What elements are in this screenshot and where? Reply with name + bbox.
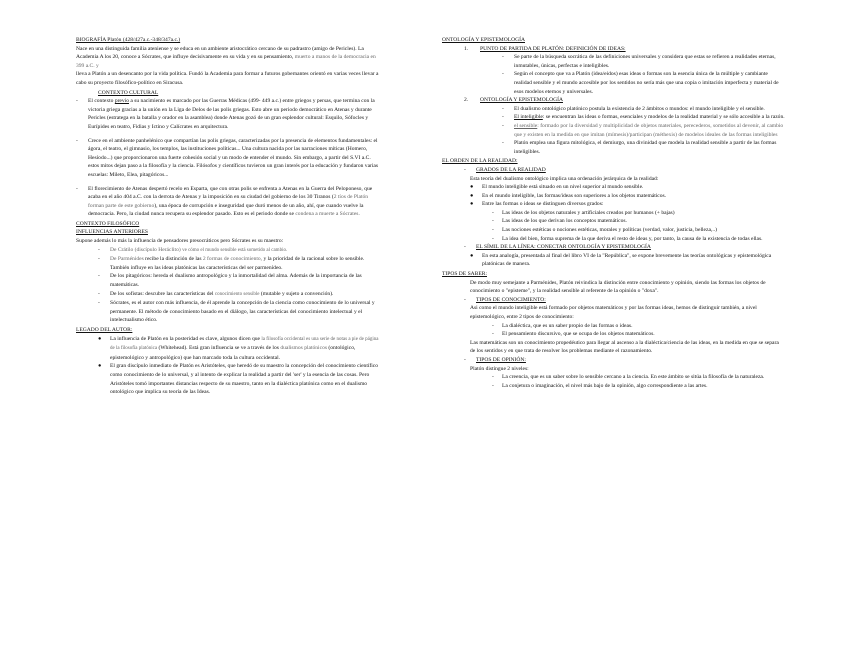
order-title: EL ORDEN DE LA REALIDAD:	[442, 158, 518, 165]
list-item: - Se parte de la búsqueda socrática de las definiciones universales y considera que estas se refieren a realidades eternas, inmutables, únicas, perfectas e inteligibles.	[502, 54, 776, 69]
list-item: ● En esta analogía, presentada al final del libro VI de la "República", se expone brevemente las teorías ontológicas y epistemológica platónicas de manera.	[470, 252, 772, 268]
list-item: - La dialéctica, que es un saber propio de las formas o ideas.	[492, 322, 633, 329]
list-item: ● En el mundo inteligible, las formas/ideas son superiores a los objetos matemáticos.	[470, 192, 667, 199]
list-item: - Las ideas de los que derivan los conceptos matemáticos.	[492, 218, 627, 225]
list-item: - Crece en el ambiente panhelénico que compartían las polis griegas, caracterizadas por la presencia de elementos fundamentales: el ágora, el teatro, el gimnasio, los templos, las instituciones políticas... Una cultura nacida por las narraciones míticas (Homero, Hesíodo...) que proporcionaron una fuerte cohesión social y un modo de entender el mundo. Sin embargo, a partir del S.VI a.C. estos mitos dejan paso a la filosofía y la ciencia. Filósofos y científicos tuvieron un gran interés por la educación y fundaron varias escuelas: Mileto, Elea, pitagóricos...	[76, 137, 379, 178]
section-heading: 2. ONTOLOGÍA Y EPISTEMOLOGÍA	[464, 97, 563, 104]
list-item: - Sócrates, es el autor con más influencia, de él aprende la concepción de la ciencia como conocimiento de lo universal y permanente. El método de conocimiento basado en el diálogo, las características del conocimiento intelectual y el intelectualismo ético.	[98, 300, 375, 324]
list-item: ● El gran discípulo inmediato de Platón es Aristóteles, que heredó de su maestro la concepción del conocimiento científico como conocimiento de lo universal, y al intento de explicar la realidad a partir del 'ser' y la esencia de las cosas. Pero Aristóteles tomó importantes distancias respecto de su maestro, tanto en la dialéctica platónica como en el dualismo ontológico que implica su teoría de las Ideas.	[98, 363, 379, 396]
list-item: - La creencia, que es un saber sobre lo sensible cercano a la ciencia. En este ámbito se sitúa la filosofía de la naturaleza.	[492, 374, 765, 381]
list-item: - De Crátilo (discípulo Heráclito) ve cómo el mundo sensible está sometido al cambio.	[98, 246, 288, 253]
left-column	[76, 36, 381, 397]
opinion-intro: Platón distingue 2 niveles:	[470, 365, 529, 372]
section-heading: 1. PUNTO DE PARTIDA DE PLATÓN: DEFINICIÓN DE IDEAS:	[464, 45, 626, 52]
bio-paragraph-2: lleva a Platón a un desencanto por la vida política. Fundó la Academia para formar a futuros gobernantes orientó en varias veces llevar a cabo su proyecto filosófico-político en Siracusa.	[76, 71, 379, 86]
list-item: - Platón emplea una figura mitológica, el demiurgo, una divinidad que modela la realidad sensible a partir de las formas inteligibles.	[502, 140, 777, 155]
list-item: ● El mundo inteligible está situado en un nivel superior al mundo sensible.	[470, 184, 644, 191]
knowledge-types-title: TIPOS DE SABER:	[442, 271, 487, 278]
influences-intro: Supone además lo más la influencia de pensadores presocráticos pero Sócrates es su maestro:	[76, 238, 284, 245]
grades-intro: Esta teoría del dualismo ontológico implica una ordenación jerárquica de la realidad:	[470, 175, 659, 182]
context-cultural-title: CONTEXTO CULTURAL	[98, 89, 159, 96]
influences-title: INFLUENCIAS ANTERIORES	[76, 229, 148, 236]
ontology-title: ONTOLOGÍA Y EPISTEMOLOGÍA	[442, 37, 525, 43]
list-item: - El florecimiento de Atenas despertó recelo en Esparta, que con otras polis se enfrenta a Atenas en la Guerra del Peloponeso, que acaba en el año 404 a.C. con la derrota de Atenas y la imposición en su ciudad del gobierno de los 30 Tiranos (2 tíos de Platón forman parte de este gobierno), una época de corrupción e inseguridad que duró menos de un año, ahí, que cuando vuelve la democracia. Pero, la ciudad nunca recupera su esplendor pasado. Esto es el periodo donde se condena a muerte a Sócrates.	[76, 185, 373, 218]
section-heading: - GRADOS DE LA REALIDAD	[464, 166, 546, 173]
list-item: - De los pitagóricos: hereda el dualismo antropológico y la inmortalidad del alma. Además de la importancia de las matemáticas.	[98, 273, 362, 289]
list-item: - De los sofistas: descubre las características del conocimiento sensible (mutable y sujeto a convención).	[98, 290, 334, 297]
section-heading: - TIPOS DE CONOCIMIENTO:	[464, 296, 546, 303]
section-heading: - TIPOS DE OPINIÓN:	[464, 356, 526, 363]
list-item: - El contexto previo a su nacimiento es marcado por las Guerras Médicas (499- 449 a.c.) entre griegos y persas, que termina con la victoria griega gracias a la unión en la Liga de Delos de las polis griegas. Esto abre un periodo democrático en Atenas y durante Pericles (estratega en la batalla y orador en la asamblea) donde Atenas gozó de un gran esplendor cultural: Esquilo, Sófocles y Eurípides en teatro, Fidias y Ictino y Calícrates en arquitectura.	[76, 98, 375, 130]
right-column	[442, 36, 785, 390]
bio-paragraph: Nace en una distinguida familia ateniense y se educa en un ambiente aristocrático cercano de su padrastro (amigo de Pericles). La Academia A los 20, conoce a Sócrates, que influye decisivamente en su vida y en su pensamiento, muerto a manos de la democracia en 399 a.C. y	[76, 45, 376, 69]
list-item: - el sensible: formado por la diversidad y multiplicidad de objetos materiales, perecederos, sometidos al devenir, al cambio que y existen en la medida en que imitan (mímesis)/participan (méthexis) de modelos ideales de las formas inteligibles	[502, 122, 784, 138]
list-item: - El dualismo ontológico platónico postula la existencia de 2 ámbitos o mundos: el mundo inteligible y el sensible.	[502, 105, 765, 112]
knowledge-types-paragraph: De modo muy semejante a Parménides, Platón reivindica la distinción entre conocimiento y opinión, siendo las formas los objetos de conocimiento o "episteme", y la realidad sensible al referente de la opinión o "doxa".	[470, 279, 766, 295]
list-item: - La idea del bien, forma suprema de la que deriva el resto de ideas y, por tanto, la causa de la existencia de todas ellas.	[492, 235, 763, 242]
list-item: - Las nociones estéticas o nociones estéticas, morales y políticas (verdad, valor, justicia, belleza,..)	[492, 227, 717, 234]
list-item: - Según el concepto que va a Platón (idea/eidos) esas ideas o formas son la esencia única de la múltiple y cambiante realidad sensible y el mundo accesible por los sentidos no sería más que una copia o imitación imperfecta y material de esos modelos eternos y universales.	[502, 71, 779, 95]
math-paragraph: Las matemáticas son un conocimiento propedéutico para llegar al ascenso a la dialéctica/ciencia de las ideas, en la medida en que se separa de los sentidos y en que trata de resolver los problemas mediante el razonamiento.	[470, 339, 779, 355]
list-item: - La conjetura o imaginación, el nivel más bajo de la opinión, algo correspondiente a las artes.	[492, 382, 708, 389]
section-heading: - EL SÍMIL DE LA LÍNEA: CONECTAR ONTOLOGÍA Y EPISTEMOLOGÍA	[464, 244, 651, 251]
list-item: ● La influencia de Platón en la posteridad es clave, algunos dicen que la filosofía occidental es una serie de notas a pie de página de la filosofía platónica (Whitehead). Está gran influencia se ve a través de los dualismos platónicos (ontológico, epistemológico y antropológico) que han marcado toda la cultura occidental.	[98, 335, 379, 361]
bio-title: BIOGRAFÍA Platón (428/427a.c.-348/347a.c.)	[76, 37, 181, 43]
list-item: - El inteligible: se encuentran las ideas o formas, esenciales y modelos de la realidad material y se sólo accesible a la razón.	[502, 114, 785, 121]
context-philosophical-title: CONTEXTO FILOSÓFICO	[76, 220, 140, 227]
list-item: ● Entre las formas o ideas se distinguen diversos grados:	[470, 201, 604, 208]
list-item: - De Parménides recibe la distinción de las 2 formas de conocimiento, y la prioridad de la racional sobre lo sensible. También influye en las ideas platónicas las características del ser parmenídeo.	[98, 256, 365, 271]
list-item: - El pensamiento discursivo, que se ocupa de los objetos matemáticos.	[492, 331, 655, 338]
legacy-title: LEGADO DEL AUTOR:	[76, 327, 133, 333]
list-item: - Las ideas de los objetos naturales y artificiales creados por humanos (+ bajas)	[492, 209, 675, 216]
knowledge-paragraph: Asi como el mundo inteligible está formado por objetos matemáticos y por las formas ideas, hemos de distinguir también, a nivel epistemológico, entre 2 tipos de conocimiento:	[470, 305, 757, 320]
